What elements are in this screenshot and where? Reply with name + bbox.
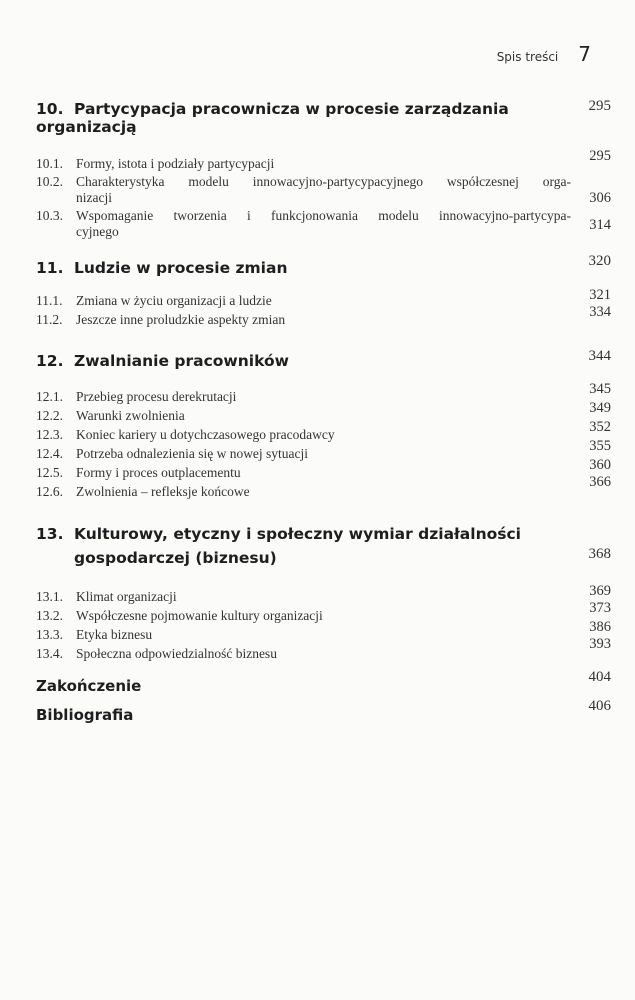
running-head-title: Spis treści [496,50,559,64]
page-number: 7 [578,42,591,66]
entry-page: 373 [589,600,611,616]
entry-title: Formy i proces outplacementu [76,465,241,480]
chapter-title: Partycypacja pracownicza w procesie zarządzania organizacją [36,100,509,136]
toc-entry [36,619,611,643]
entry-number: 13.2. [36,608,63,623]
entry-title: Zwolnienia – refleksje końcowe [76,484,250,499]
entry-number: 12.1. [36,389,63,404]
chapter-title-line: gospodarczej (biznesu) [74,549,277,567]
chapter-title: Ludzie w procesie zmian [74,259,288,277]
toc-entry [36,583,611,605]
entry-page: 349 [589,400,611,416]
entry-page: 360 [589,457,611,473]
toc-entry [36,287,611,309]
chapter-number: 12. [36,352,64,370]
entry-number: 12.3. [36,427,63,442]
toc-entry [36,381,611,405]
entry-title: Koniec kariery u dotychczasowego pracodawcy [76,427,335,442]
entry-page: 366 [589,474,611,490]
entry-title: Formy, istota i podziały partycypacji [76,156,275,171]
entry-number: 12.4. [36,446,63,461]
back-matter-title: Bibliografia [36,706,134,724]
chapter-heading [36,522,611,570]
entry-number: 10.2. [36,174,63,189]
entry-number: 10.3. [36,208,63,223]
entry-number: 11.1. [36,293,63,308]
entry-page: 334 [589,304,611,320]
chapter-title-line: Kulturowy, etyczny i społeczny wymiar działalności [74,525,521,543]
entry-number: 10.1. [36,156,63,171]
toc-entry [36,457,611,481]
back-matter-title: Zakończenie [36,677,142,695]
entry-title-line: nizacji [76,190,112,205]
entry-title-line: Wspomaganie tworzenia i funkcjonowania modelu innowacyjno-partycypa- [76,208,571,223]
entry-title: Zmiana w życiu organizacji a ludzie [76,293,272,308]
chapter-heading [36,348,611,370]
entry-title: Współczesne pojmowanie kultury organizacji [76,608,323,623]
entry-page: 295 [589,148,611,164]
chapter-11 [36,253,611,328]
chapter-heading [36,100,611,136]
chapter-10 [36,100,611,240]
entry-page: 386 [589,619,611,635]
entry-title: Etyka biznesu [76,627,153,642]
chapter-number: 11. [36,259,64,277]
chapter-page: 295 [588,98,611,114]
entry-page: 306 [589,190,611,206]
toc-entry [36,400,611,424]
chapter-number: 13. [36,525,64,543]
chapter-page: 320 [588,253,611,269]
toc-entry [36,636,611,662]
entry-title: Przebieg procesu derekrutacji [76,389,237,404]
back-matter-bibliography [36,698,611,724]
chapter-heading [36,253,611,277]
chapter-13 [36,522,611,662]
entry-page: 369 [589,583,611,599]
entry-number: 13.3. [36,627,63,642]
toc-entry [36,208,611,240]
entry-title: Potrzeba odnalezienia się w nowej sytuacji [76,446,309,461]
chapter-page: 344 [588,348,611,364]
running-head [497,42,591,66]
toc-entry [36,600,611,624]
entry-number: 12.2. [36,408,63,423]
entry-page: 393 [589,636,611,652]
entry-number: 11.2. [36,312,63,327]
chapter-title: Zwalnianie pracowników [74,352,289,370]
entry-title: Jeszcze inne proludzkie aspekty zmian [76,312,286,327]
chapter-page: 368 [588,546,611,562]
entry-page: 321 [589,287,611,303]
toc-entry [36,438,611,462]
entry-number: 12.5. [36,465,63,480]
entry-title: Społeczna odpowiedzialność biznesu [76,646,277,661]
entry-title-line: Charakterystyka modelu innowacyjno-partycypacyjnego współczesnej orga- [76,174,571,189]
entry-page: 314 [589,217,611,233]
toc-entry [36,304,611,328]
back-matter-page: 406 [588,698,611,714]
chapter-number: 10. [36,100,64,118]
toc-entry [36,148,611,172]
entry-number: 12.6. [36,484,63,499]
entry-page: 355 [589,438,611,454]
entry-title-line: cyjnego [76,224,119,239]
toc-entry [36,474,611,500]
chapter-12 [36,348,611,500]
back-matter-conclusion [36,669,611,695]
back-matter-page: 404 [588,669,611,685]
entry-number: 13.4. [36,646,63,661]
toc-entry [36,174,611,206]
entry-page: 352 [589,419,611,435]
entry-title: Warunki zwolnienia [76,408,185,423]
entry-page: 345 [589,381,611,397]
entry-title: Klimat organizacji [76,589,177,604]
toc-entry [36,419,611,443]
entry-number: 13.1. [36,589,63,604]
